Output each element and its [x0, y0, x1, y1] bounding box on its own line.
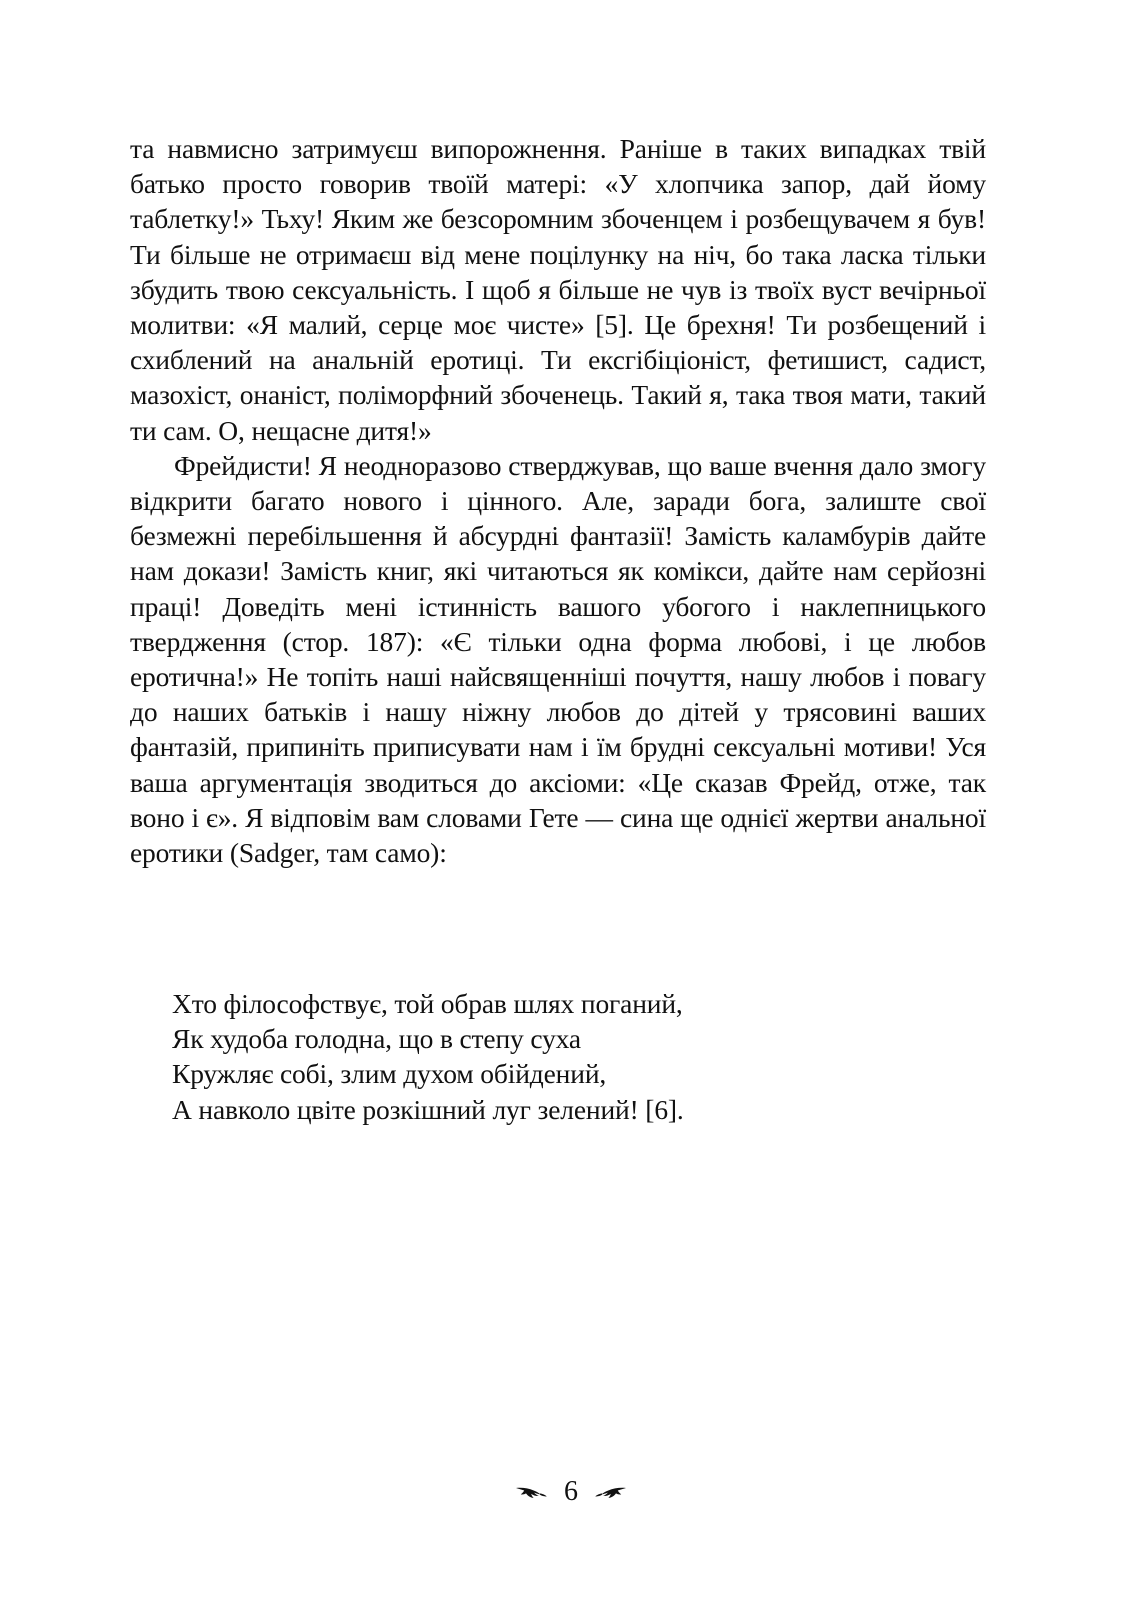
- leaf-vine-ornament-left-icon: [515, 1482, 549, 1502]
- verse-line-1: Хто філософствує, той обрав шлях поганий,: [172, 988, 683, 1019]
- verse-line-2: Як худоба голодна, що в степу суха: [172, 1023, 581, 1055]
- verse-line-3: Кружляє собі, злим духом обійдений,: [172, 1058, 607, 1090]
- verse-line-4: А навколо цвіте розкішний луг зелений! [6].: [172, 1093, 684, 1125]
- verse-quote-block: [172, 986, 932, 1127]
- body-text-column: [130, 131, 986, 870]
- body-paragraph-2: Фрейдисти! Я неодноразово стверджував, що ваше вчення дало змогу відкрити багато нового і цінного. Але, заради бога, залиште свої безмежні перебільшення й абсурдні фантазії! Замість каламбурів дайте нам докази! Замість книг, які читаються як комікси, дайте нам серйозні праці! Доведіть мені істинність вашого убогого і наклепницького твердження (стор. 187): «Є тільки одна форма любові, і це любов еротична!» Не топіть наші найсвященніші почуття, нашу любов і повагу до наших батьків і нашу ніжну любов до дітей у трясовині ваших фантазій, припиніть приписувати нам і їм брудні сексуальні мотиви! Уся ваша аргументація зводиться до аксіоми: «Це сказав Фрейд, отже, так воно і є». Я відповім вам словами Гете — сина ще однієї жертви анальної еротики (Sadger, там само):: [130, 449, 986, 869]
- page-footer: [0, 1478, 1142, 1506]
- page-number: 6: [564, 1476, 578, 1507]
- body-paragraph-1: та навмисно затримуєш випорожнення. Раніше в таких випадках твій батько просто говорив твоїй матері: «У хлопчика запор, дай йому таблетку!» Тьху! Яким же безсоромним збоченцем і розбещувачем я був! Ти більше не отримаєш від мене поцілунку на ніч, бо така ласка тільки збудить твою сексуальність. І щоб я більше не чув із твоїх вуст вечірньої молитви: «Я малий, серце моє чисте» [5]. Це брехня! Ти розбещений і схиблений на анальній еротиці. Ти ексгібіціоніст, фетишист, садист, мазохіст, онаніст, поліморфний збоченець. Такий я, така твоя мати, такий ти сам. О, нещасне дитя!»: [130, 133, 986, 446]
- leaf-vine-ornament-right-icon: [593, 1482, 627, 1502]
